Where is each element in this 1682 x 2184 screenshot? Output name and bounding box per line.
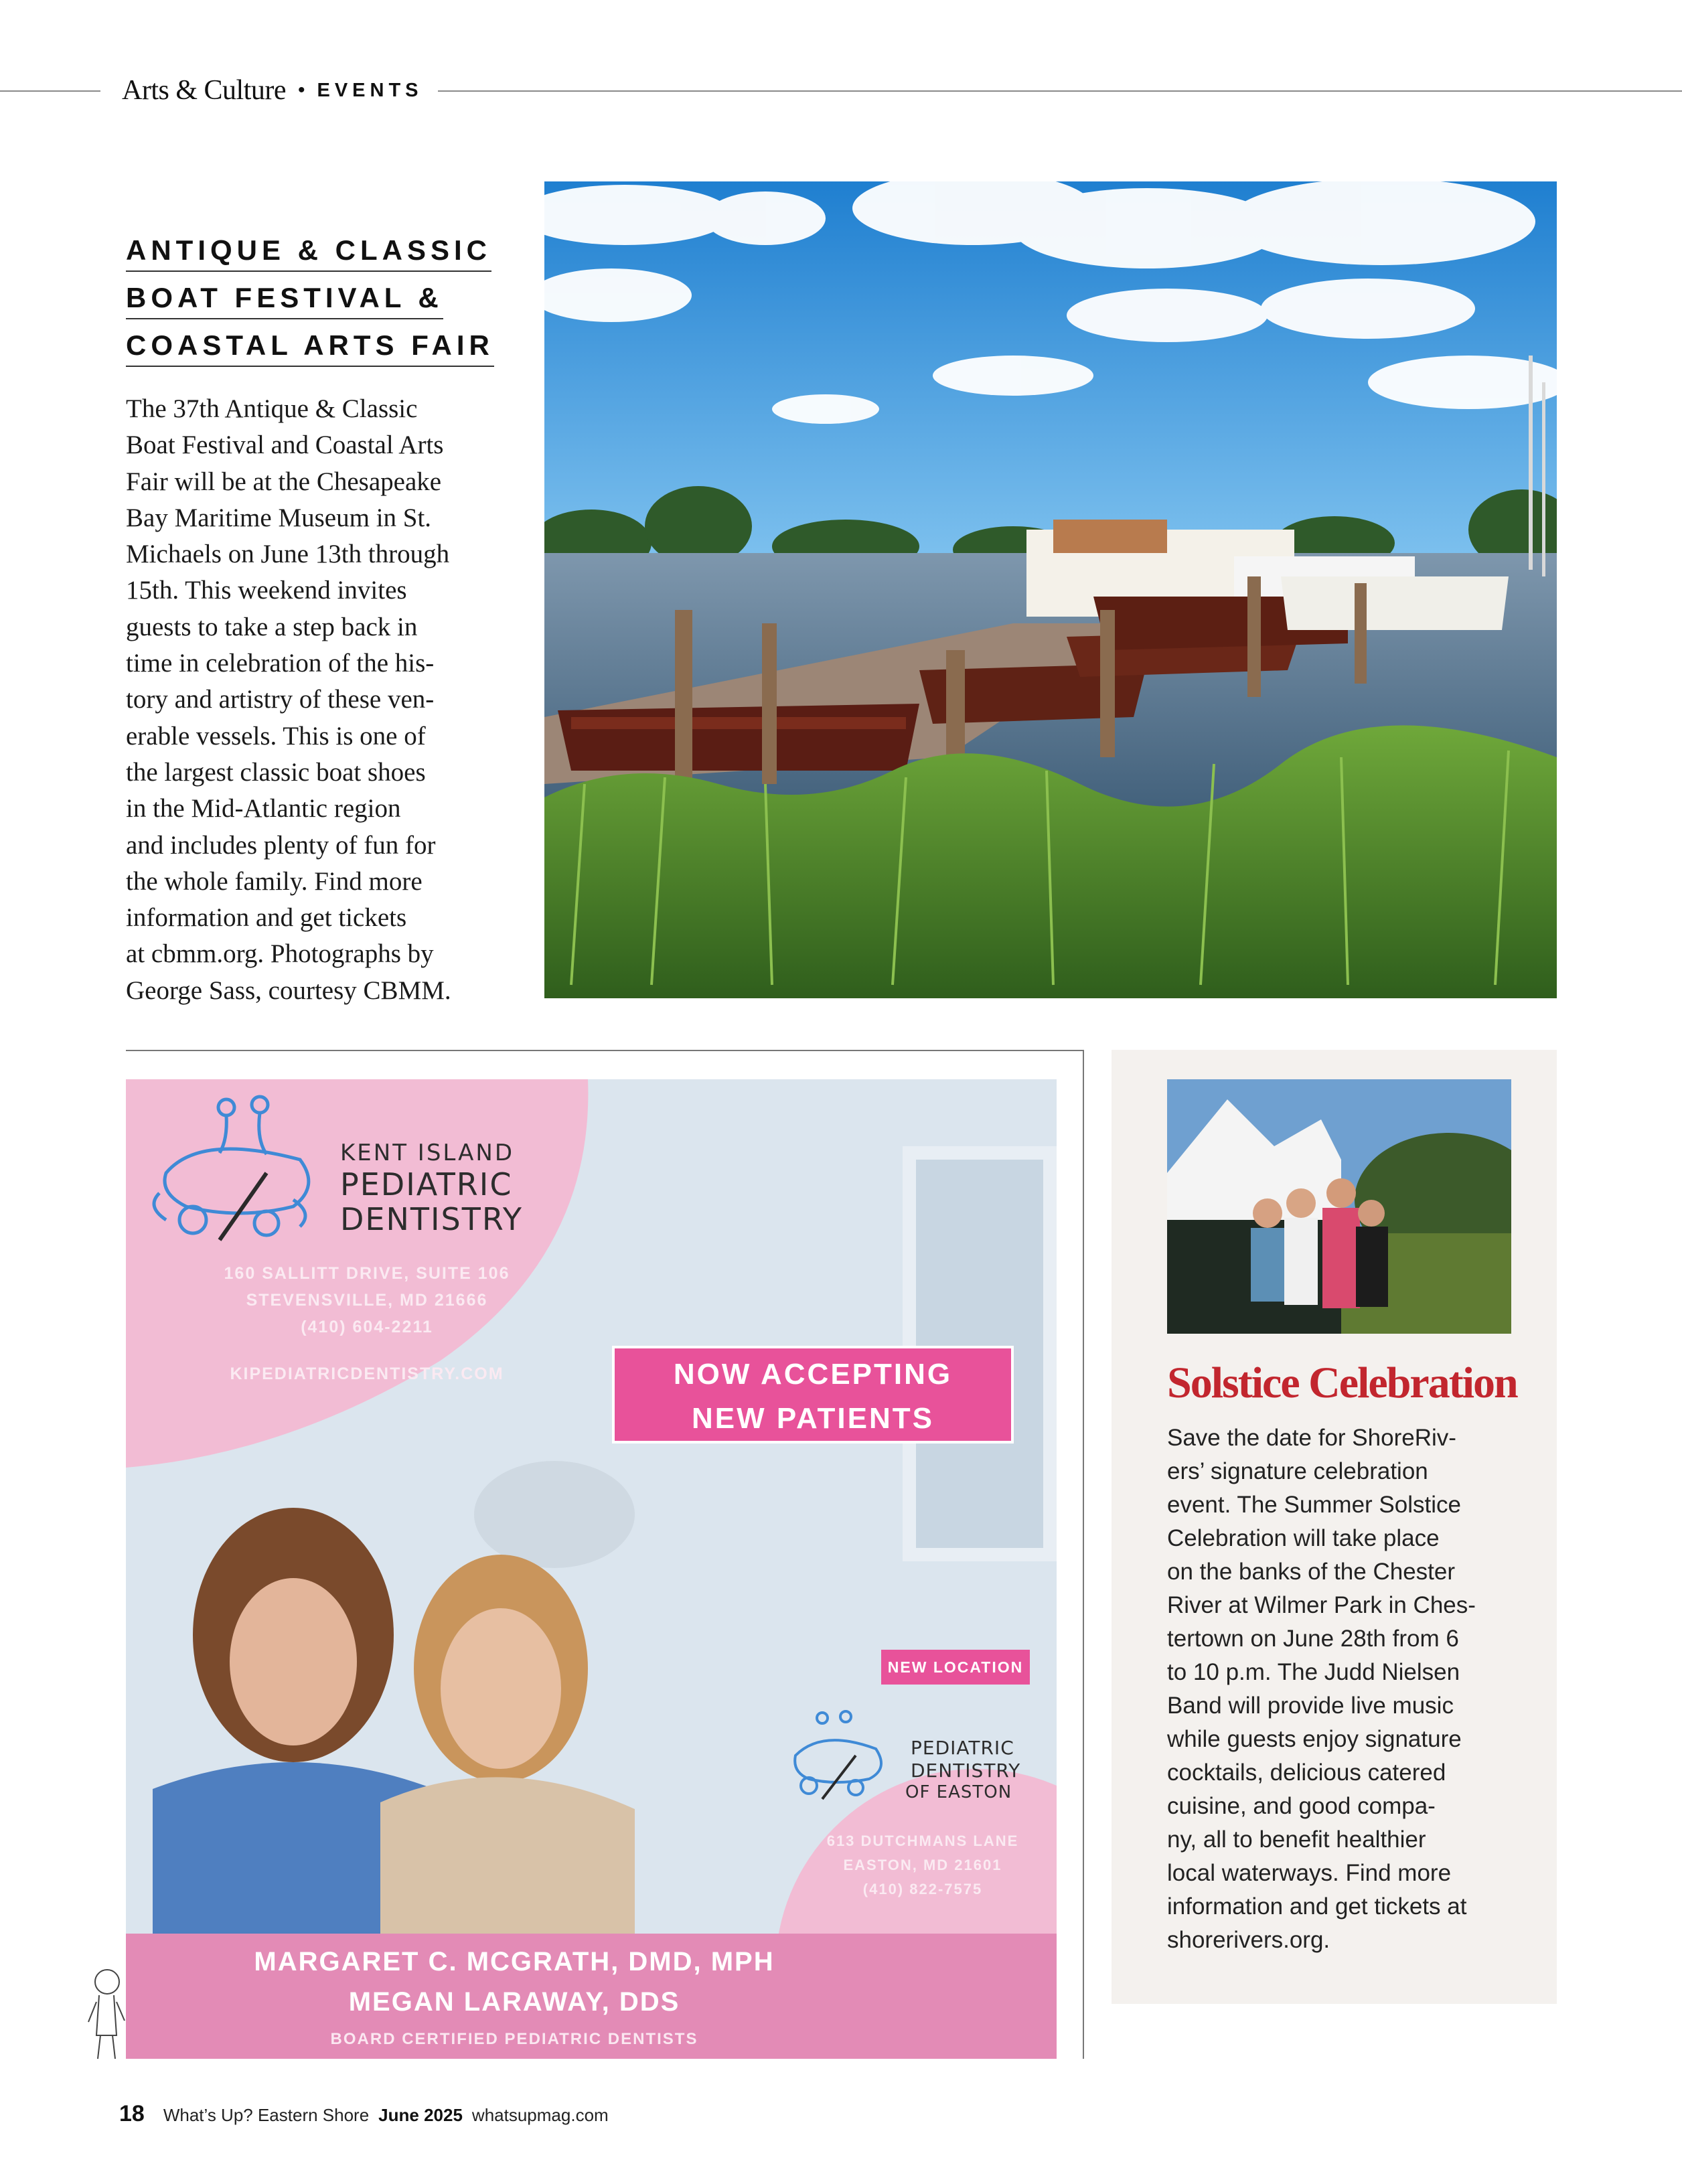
ad-tagline: BOARD CERTIFIED PEDIATRIC DENTISTS [330, 2030, 698, 2048]
ad-frame-top [126, 1050, 1083, 1051]
marina-photo [544, 181, 1557, 998]
sidebar-line: while guests enjoy signature [1167, 1726, 1462, 1752]
header-rule-right [429, 90, 1682, 92]
body-line: the whole family. Find more [126, 866, 423, 896]
dentistry-ad [126, 1079, 1057, 2059]
body-line: Fair will be at the Chesapeake [126, 467, 442, 496]
article-body [126, 391, 514, 1009]
body-line: 15th. This weekend invites [126, 576, 407, 605]
accepting-banner [612, 1346, 1014, 1444]
sidebar-line: Celebration will take place [1167, 1525, 1440, 1551]
publication-name: What’s Up? Eastern Shore [163, 2105, 370, 2125]
easton-crab-logo-icon [782, 1709, 896, 1802]
sidebar-line: cocktails, delicious catered [1167, 1760, 1446, 1786]
sidebar-line: ers’ signature celebration [1167, 1458, 1428, 1484]
section-header [119, 67, 438, 114]
logo-line-1: KENT ISLAND [340, 1140, 514, 1166]
header-separator: • [297, 79, 305, 101]
doctors-band [126, 1934, 1057, 2059]
body-line: time in celebration of the his- [126, 649, 435, 678]
logo-line-3: DENTISTRY [340, 1201, 523, 1237]
body-line: tory and artistry of these ven- [126, 685, 435, 714]
ad-frame-right [1083, 1050, 1084, 2059]
solstice-photo [1167, 1079, 1511, 1334]
body-line: George Sass, courtesy CBMM. [126, 976, 451, 1005]
body-line: in the Mid-Atlantic region [126, 794, 401, 824]
easton-logo-line-1: PEDIATRIC [911, 1737, 1014, 1759]
website-link[interactable]: KIPEDIATRICDENTISTRY.COM [230, 1364, 504, 1383]
sidebar-line: River at Wilmer Park in Ches- [1167, 1592, 1476, 1618]
crab-logo-icon [139, 1093, 333, 1247]
sidebar-line: cuisine, and good compa- [1167, 1793, 1436, 1819]
easton-logo-line-3: OF EASTON [905, 1782, 1012, 1802]
sidebar-line: Band will provide live music [1167, 1693, 1454, 1719]
section-title: Arts & Culture [122, 75, 286, 106]
body-line: guests to take a step back in [126, 612, 418, 641]
easton-address-2: EASTON, MD 21601 [843, 1857, 1002, 1873]
accepting-line-1: NOW ACCEPTING [673, 1358, 953, 1391]
solstice-title: Solstice Celebration [1167, 1358, 1517, 1407]
new-location-label: NEW LOCATION [887, 1658, 1024, 1676]
body-line: information and get tickets [126, 903, 407, 933]
page-footer [119, 2101, 609, 2127]
sketch-doodle-icon [86, 1962, 127, 2062]
address-line-1: 160 SALLITT DRIVE, SUITE 106 [224, 1264, 510, 1283]
solstice-body [1167, 1421, 1529, 1957]
header-rule-left [0, 90, 100, 92]
article-heading-line-3: COASTAL ARTS FAIR [126, 329, 494, 367]
sidebar-line: local waterways. Find more [1167, 1860, 1452, 1886]
body-line: and includes plenty of fun for [126, 830, 436, 860]
logo-line-2: PEDIATRIC [340, 1166, 513, 1202]
sidebar-line: event. The Summer Solstice [1167, 1492, 1461, 1518]
easton-logo-line-2: DENTISTRY [911, 1760, 1021, 1782]
doctor-1: MARGARET C. MCGRATH, DMD, MPH [254, 1947, 775, 1976]
body-line: at cbmm.org. Photographs by [126, 939, 434, 969]
issue-date: June 2025 [378, 2105, 463, 2125]
body-line: erable vessels. This is one of [126, 721, 426, 751]
address-line-2: STEVENSVILLE, MD 21666 [246, 1291, 488, 1310]
body-line: Michaels on June 13th through [126, 540, 450, 569]
article-heading-line-2: BOAT FESTIVAL & [126, 282, 443, 319]
sidebar-line: tertown on June 28th from 6 [1167, 1626, 1459, 1652]
article-heading-line-1: ANTIQUE & CLASSIC [126, 234, 491, 272]
body-line: Bay Maritime Museum in St. [126, 503, 432, 532]
phone-number: (410) 604-2211 [301, 1318, 433, 1336]
easton-address-1: 613 DUTCHMANS LANE [826, 1832, 1019, 1849]
sidebar-line: on the banks of the Chester [1167, 1559, 1455, 1585]
accepting-line-2: NEW PATIENTS [692, 1402, 934, 1435]
new-location-badge [881, 1650, 1030, 1685]
footer-website[interactable]: whatsupmag.com [471, 2105, 609, 2125]
sidebar-line: shorerivers.org. [1167, 1927, 1330, 1953]
sidebar-line: ny, all to benefit healthier [1167, 1826, 1426, 1853]
sidebar-line: to 10 p.m. The Judd Nielsen [1167, 1659, 1460, 1685]
sidebar-line: Save the date for ShoreRiv- [1167, 1425, 1456, 1451]
easton-phone: (410) 822-7575 [862, 1881, 983, 1897]
page-number: 18 [119, 2101, 145, 2126]
body-line: The 37th Antique & Classic [126, 394, 418, 423]
doctor-2: MEGAN LARAWAY, DDS [348, 1987, 680, 2017]
section-subtitle: EVENTS [317, 79, 423, 101]
sidebar-line: information and get tickets at [1167, 1893, 1467, 1920]
body-line: the largest classic boat shoes [126, 757, 426, 787]
body-line: Boat Festival and Coastal Arts [126, 431, 444, 460]
